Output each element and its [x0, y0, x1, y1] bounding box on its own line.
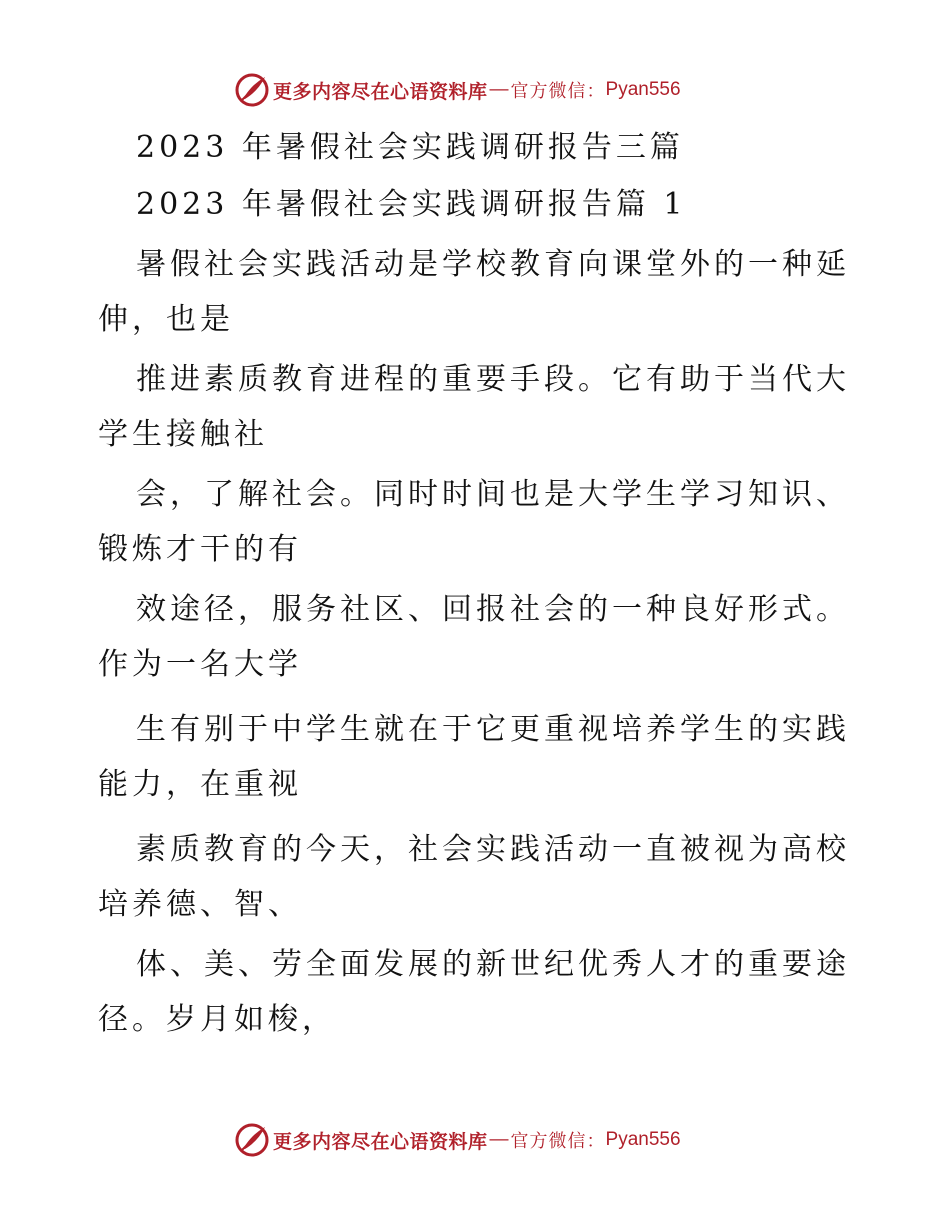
banner-wechat-label: 官方微信： — [510, 1131, 606, 1152]
paragraph-line: 能力，在重视 — [98, 767, 302, 802]
paragraph-line: 效途径，服务社区、回报社会的一种良好形式。 — [136, 592, 850, 627]
paragraph-line: 会，了解社会。同时时间也是大学生学习知识、 — [136, 477, 850, 512]
document-subtitle: 2023 年暑假社会实践调研报告篇 1 — [136, 187, 687, 222]
paragraph-line: 径。岁月如梭， — [98, 1002, 336, 1037]
header-banner — [233, 70, 681, 110]
banner-wechat-label: 官方微信： — [510, 81, 606, 102]
paragraph-line: 暑假社会实践活动是学校教育向课堂外的一种延 — [136, 247, 850, 282]
banner-separator: — — [489, 1129, 509, 1150]
paragraph-line: 伸，也是 — [98, 302, 234, 337]
paragraph-line: 培养德、智、 — [98, 887, 302, 922]
paragraph-line: 素质教育的今天，社会实践活动一直被视为高校 — [136, 832, 850, 867]
footer-banner — [233, 1120, 681, 1160]
banner-wechat-handle: Pyan556 — [605, 1129, 681, 1150]
paragraph-line: 生有别于中学生就在于它更重视培养学生的实践 — [136, 712, 850, 747]
banner-wechat-handle: Pyan556 — [605, 79, 681, 100]
quill-logo-icon — [233, 71, 271, 109]
document-title: 2023 年暑假社会实践调研报告三篇 — [136, 130, 684, 165]
paragraph-line: 作为一名大学 — [98, 647, 302, 682]
paragraph-line: 锻炼才干的有 — [98, 532, 302, 567]
banner-promo-text: 更多内容尽在心语资料库 — [273, 1130, 488, 1153]
banner-promo-text: 更多内容尽在心语资料库 — [273, 80, 488, 103]
paragraph-line: 体、美、劳全面发展的新世纪优秀人才的重要途 — [136, 947, 850, 982]
paragraph-line: 学生接触社 — [98, 417, 268, 452]
paragraph-line: 推进素质教育进程的重要手段。它有助于当代大 — [136, 362, 850, 397]
banner-separator: — — [489, 79, 509, 100]
quill-logo-icon — [233, 1121, 271, 1159]
